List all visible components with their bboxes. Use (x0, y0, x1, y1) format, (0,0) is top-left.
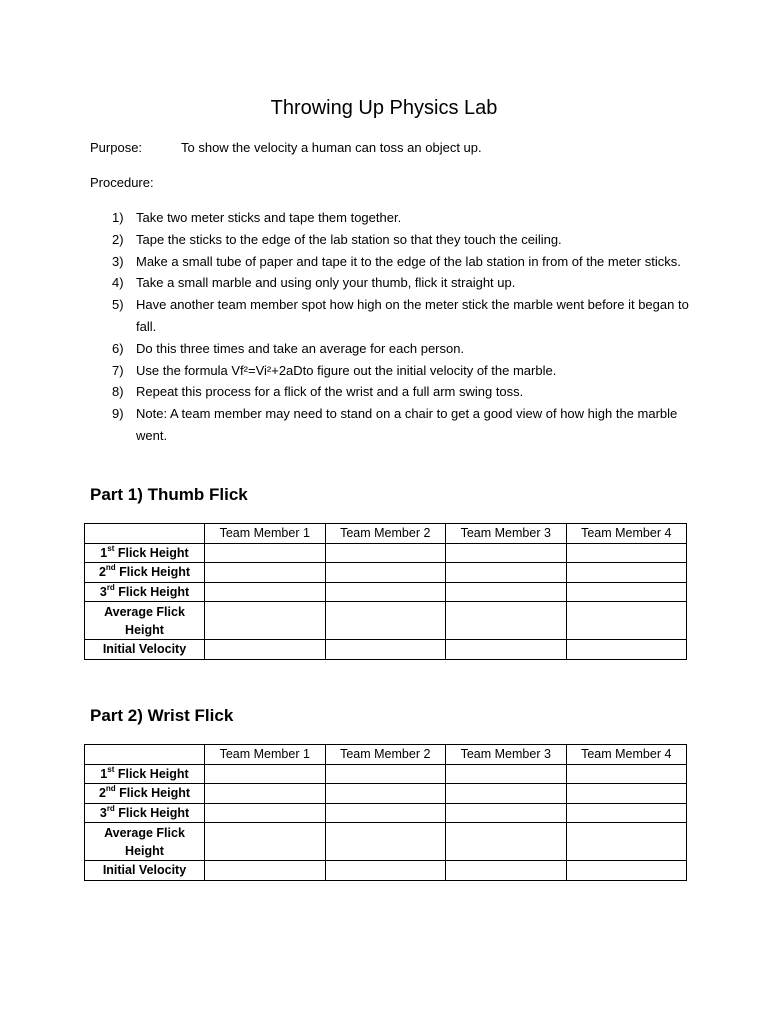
step-number: 5) (112, 297, 124, 313)
data-cell[interactable] (325, 803, 446, 823)
data-cell[interactable] (325, 582, 446, 602)
purpose-text: To show the velocity a human can toss an object up. (181, 140, 482, 155)
procedure-label: Procedure: (90, 175, 154, 190)
data-cell[interactable] (205, 543, 326, 563)
data-cell[interactable] (446, 543, 567, 563)
corner-cell (85, 745, 205, 765)
data-cell[interactable] (325, 563, 446, 583)
procedure-step (112, 294, 692, 338)
procedure-step (112, 207, 692, 229)
step-number: 8) (112, 384, 124, 400)
row-label-initial-velocity: Initial Velocity (85, 861, 205, 881)
data-cell[interactable] (566, 563, 687, 583)
data-cell[interactable] (325, 784, 446, 804)
part1-table (84, 523, 687, 660)
column-header: Team Member 4 (566, 745, 687, 765)
data-cell[interactable] (205, 861, 326, 881)
data-cell[interactable] (325, 764, 446, 784)
data-cell[interactable] (566, 640, 687, 660)
step-text: Note: A team member may need to stand on a chair to get a good view of how high the marble went. (136, 406, 678, 443)
data-cell[interactable] (566, 784, 687, 804)
table-row (85, 582, 687, 602)
data-cell[interactable] (205, 803, 326, 823)
data-cell[interactable] (446, 823, 567, 861)
data-cell[interactable] (446, 784, 567, 804)
data-cell[interactable] (325, 543, 446, 563)
row-label-first-flick: 1st Flick Height (85, 764, 205, 784)
procedure-step (112, 251, 692, 273)
part2-heading: Part 2) Wrist Flick (90, 706, 234, 725)
row-label-initial-velocity: Initial Velocity (85, 640, 205, 660)
procedure-step (112, 272, 692, 294)
data-cell[interactable] (446, 563, 567, 583)
row-label-second-flick: 2nd Flick Height (85, 784, 205, 804)
data-cell[interactable] (205, 640, 326, 660)
procedure-step (112, 381, 692, 403)
data-cell[interactable] (566, 602, 687, 640)
step-number: 3) (112, 253, 124, 269)
column-header: Team Member 3 (446, 524, 567, 544)
column-header: Team Member 2 (325, 745, 446, 765)
data-cell[interactable] (446, 602, 567, 640)
table-row (85, 640, 687, 660)
data-cell[interactable] (205, 823, 326, 861)
procedure-step (112, 360, 692, 382)
table-row (85, 563, 687, 583)
row-label-second-flick: 2nd Flick Height (85, 563, 205, 583)
data-cell[interactable] (566, 861, 687, 881)
row-label-third-flick: 3rd Flick Height (85, 803, 205, 823)
procedure-steps (112, 207, 692, 447)
data-cell[interactable] (325, 602, 446, 640)
column-header: Team Member 4 (566, 524, 687, 544)
data-cell[interactable] (566, 543, 687, 563)
data-cell[interactable] (446, 640, 567, 660)
part1-heading: Part 1) Thumb Flick (90, 485, 248, 504)
column-header: Team Member 3 (446, 745, 567, 765)
step-text: Tape the sticks to the edge of the lab station so that they touch the ceiling. (136, 231, 562, 247)
data-cell[interactable] (325, 640, 446, 660)
step-text: Repeat this process for a flick of the wrist and a full arm swing toss. (136, 384, 524, 400)
row-label-first-flick: 1st Flick Height (85, 543, 205, 563)
table-row (85, 602, 687, 640)
step-text: Make a small tube of paper and tape it to the edge of the lab station in from of the meter sticks. (136, 253, 681, 269)
table-row (85, 784, 687, 804)
row-label-average: Average Flick Height (85, 602, 205, 640)
table-row (85, 803, 687, 823)
step-text: Take a small marble and using only your thumb, flick it straight up. (136, 275, 516, 291)
procedure-step (112, 229, 692, 251)
step-text: Have another team member spot how high on the meter stick the marble went before it began to fall. (136, 297, 689, 334)
data-cell[interactable] (566, 823, 687, 861)
data-cell[interactable] (446, 764, 567, 784)
column-header: Team Member 1 (205, 745, 326, 765)
data-cell[interactable] (446, 861, 567, 881)
step-number: 1) (112, 210, 124, 225)
step-number: 4) (112, 275, 124, 291)
data-cell[interactable] (205, 582, 326, 602)
step-number: 6) (112, 340, 124, 356)
data-cell[interactable] (205, 784, 326, 804)
data-cell[interactable] (446, 582, 567, 602)
part2-table (84, 744, 687, 881)
table-row (85, 543, 687, 563)
column-header: Team Member 2 (325, 524, 446, 544)
step-text: Take two meter sticks and tape them together. (136, 210, 402, 225)
page-title: Throwing Up Physics Lab (270, 97, 498, 119)
step-number: 7) (112, 362, 124, 378)
step-number: 9) (112, 406, 124, 422)
row-label-average: Average Flick Height (85, 823, 205, 861)
table-row (85, 861, 687, 881)
table-header-row (85, 745, 687, 765)
data-cell[interactable] (566, 764, 687, 784)
data-cell[interactable] (446, 803, 567, 823)
step-number: 2) (112, 231, 124, 247)
data-cell[interactable] (205, 602, 326, 640)
data-cell[interactable] (205, 563, 326, 583)
procedure-step (112, 403, 692, 447)
step-text: Use the formula Vf²=Vi²+2aDto figure out the initial velocity of the marble. (136, 362, 557, 378)
data-cell[interactable] (325, 861, 446, 881)
data-cell[interactable] (566, 582, 687, 602)
step-text: Do this three times and take an average for each person. (136, 340, 465, 356)
data-cell[interactable] (205, 764, 326, 784)
table-row (85, 823, 687, 861)
data-cell[interactable] (566, 803, 687, 823)
purpose-label: Purpose: (90, 140, 143, 155)
row-label-third-flick: 3rd Flick Height (85, 582, 205, 602)
corner-cell (85, 524, 205, 544)
table-header-row (85, 524, 687, 544)
table-row (85, 764, 687, 784)
column-header: Team Member 1 (205, 524, 326, 544)
procedure-step (112, 338, 692, 360)
data-cell[interactable] (325, 823, 446, 861)
